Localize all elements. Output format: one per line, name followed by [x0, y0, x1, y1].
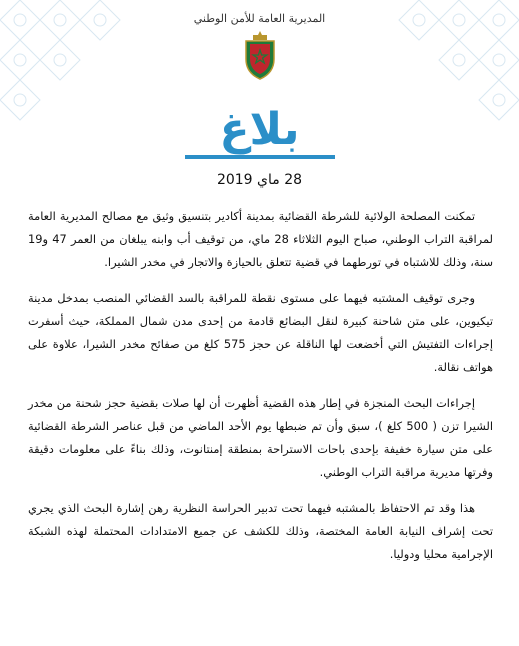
- morocco-police-emblem-icon: [243, 29, 277, 81]
- page-title: بلاغ: [219, 104, 300, 155]
- paragraph-2: وجرى توقيف المشتبه فيهما على مستوى نقطة للمراقبة بالسد القضائي المنصب بمدخل مدينة تيكيوين، على متن شاحنة كبيرة لنقل البضائع قادمة من إحدى مدن شمال المملكة، حيث أسفرت إجراءات التفتيش التي أخضعت لها الناقلة عن حجز 575 كلغ من صفائح مخدر الشيرا، علاوة على هواتف نقالة.: [28, 291, 493, 374]
- paragraph-3: إجراءات البحث المنجزة في إطار هذه القضية أظهرت أن لها صلات بقضية حجز شحنة من مخدر الشيرا تزن ( 500 كلغ )، سبق وأن تم ضبطها يوم الأحد الماضي من قبل عناصر الشرطة القضائية على متن سيارة خفيفة بإحدى باحات الاستراحة بمنطقة إمنتانوت، وذلك بناءً على معلومات دقيقة وفرتها مديرية مراقبة التراب الوطني.: [28, 396, 494, 479]
- title-block: [0, 104, 519, 160]
- release-body: [28, 205, 493, 579]
- agency-name: المديرية العامة للأمن الوطني: [193, 12, 326, 25]
- letterhead: [0, 12, 519, 81]
- release-date: 28 ماي 2019: [216, 172, 303, 188]
- paragraph-4: هذا وقد تم الاحتفاظ بالمشتبه فيهما تحت تدبير الحراسة النظرية رهن إشارة البحث الذي يجري تحت إشراف النيابة العامة المختصة، وذلك للكشف عن جميع الامتدادات المحتملة لهذه الشبكة الإجرامية محليا ودوليا.: [28, 501, 493, 561]
- paragraph-1: تمكنت المصلحة الولائية للشرطة القضائية بمدينة أكادير بتنسيق وثيق مع مصالح المديرية العامة لمراقبة التراب الوطني، صباح اليوم الثلاثاء 28 ماي، من توقيف أب وابنه يبلغان من العمر 47 و19 سنة، وذلك للاشتباه في تورطهما في قضية تتعلق بالحيازة والاتجار في مخدر الشيرا.: [28, 209, 494, 269]
